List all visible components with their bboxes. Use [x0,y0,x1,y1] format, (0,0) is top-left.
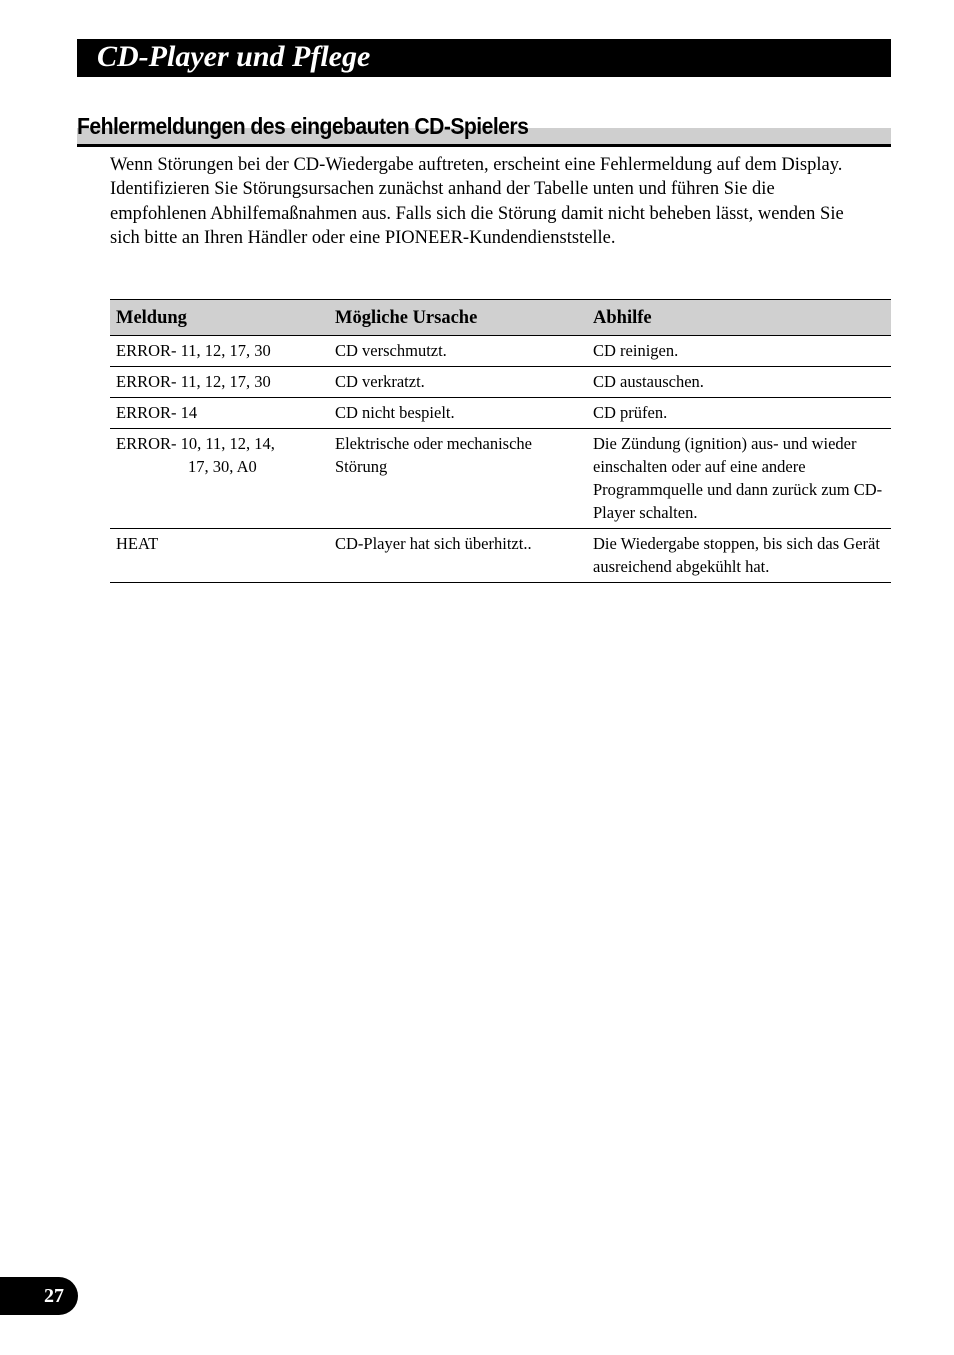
error-cause: CD nicht bespielt. [329,398,587,429]
page-number-tab [0,1277,78,1315]
error-message [110,429,329,529]
error-table [110,299,891,583]
table-row [110,529,891,583]
table-row [110,429,891,529]
intro-paragraph [110,153,870,250]
error-remedy: Die Zündung (ignition) aus- und wieder einschalten oder auf eine andere Programmquelle und dann zurück zum CD-Player schalten. [587,429,891,529]
page-number: 27 [44,1285,64,1307]
error-cause: CD verkratzt. [329,367,587,398]
chapter-title-bar [77,39,891,77]
error-message-line: ERROR- 10, 11, 12, 14, [116,434,275,453]
table-header-row [110,300,891,336]
error-message: ERROR- 11, 12, 17, 30 [110,336,329,367]
error-message-line: 17, 30, A0 [188,457,257,476]
intro-text: Wenn Störungen bei der CD-Wiedergabe auftreten, erscheint eine Fehlermeldung auf dem Display. Identifizieren Sie Störungsursachen zunächst anhand der Tabelle unten und führen Sie die empfohlenen Abhilfemaßnahmen aus. Falls sich die Störung damit nicht beheben lässt, wenden Sie sich bitte an Ihren Händler oder eine PIONEER-Kundendienststelle. [110,155,844,248]
header-cause: Mögliche Ursache [329,300,587,336]
error-message: HEAT [110,529,329,583]
error-remedy: CD prüfen. [587,398,891,429]
section-heading [77,112,891,148]
table-row [110,398,891,429]
error-cause: CD-Player hat sich überhitzt.. [329,529,587,583]
heading-rule [77,144,891,147]
error-remedy: CD reinigen. [587,336,891,367]
section-title: Fehlermeldungen des eingebauten CD-Spielers [77,113,529,139]
error-cause: CD verschmutzt. [329,336,587,367]
error-remedy: CD austauschen. [587,367,891,398]
header-remedy: Abhilfe [587,300,891,336]
error-message: ERROR- 11, 12, 17, 30 [110,367,329,398]
table-row [110,367,891,398]
table-row [110,336,891,367]
error-remedy: Die Wiedergabe stoppen, bis sich das Gerät ausreichend abgekühlt hat. [587,529,891,583]
error-cause: Elektrische oder mechanische Störung [329,429,587,529]
error-message: ERROR- 14 [110,398,329,429]
chapter-title: CD-Player und Pflege [97,40,371,73]
header-message: Meldung [110,300,329,336]
